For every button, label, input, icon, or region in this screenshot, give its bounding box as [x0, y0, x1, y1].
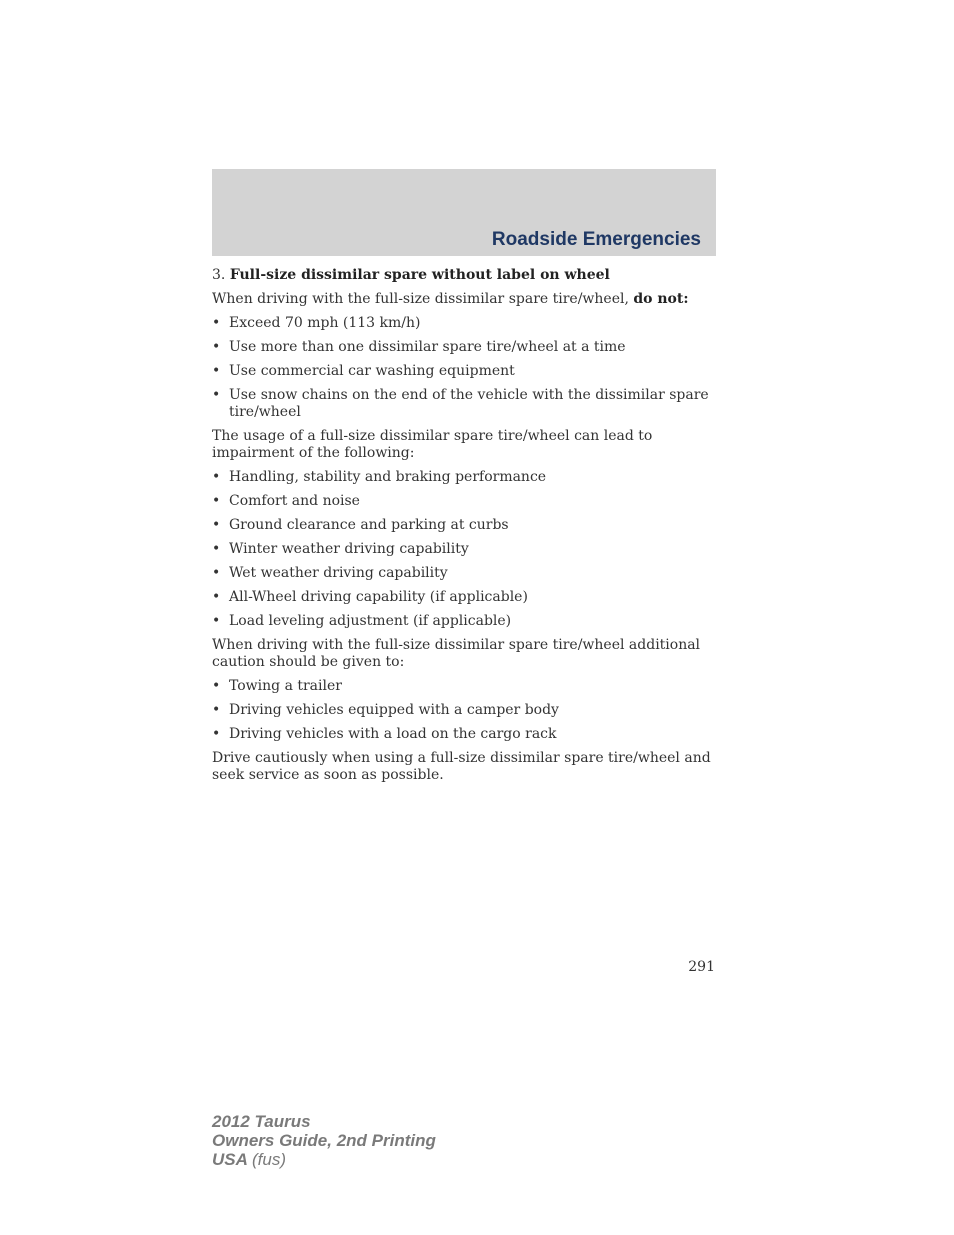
caution-paragraph: When driving with the full-size dissimilar spare tire/wheel additional caution should be given to:	[212, 637, 701, 670]
closing-paragraph: Drive cautiously when using a full-size dissimilar spare tire/wheel and seek service as soon as possible.	[212, 750, 711, 783]
intro-paragraph	[212, 291, 716, 308]
bullet-icon: •	[212, 387, 221, 403]
footer-guide: Owners Guide, 2nd Printing	[212, 1131, 436, 1150]
list-item: • Use commercial car washing equipment	[212, 363, 515, 379]
bullet-icon: •	[212, 493, 221, 509]
list-item: • Use more than one dissimilar spare tire/wheel at a time	[212, 339, 626, 355]
section-title: Roadside Emergencies	[491, 229, 701, 250]
bullet-icon: •	[212, 541, 221, 557]
list-item: • Comfort and noise	[212, 493, 360, 509]
list-item: • Ground clearance and parking at curbs	[212, 517, 509, 533]
bullet-icon: •	[212, 702, 221, 718]
list-item: • Load leveling adjustment (if applicable)	[212, 613, 512, 629]
list-item: • Winter weather driving capability	[212, 541, 469, 557]
subsection-title: Full-size dissimilar spare without label on wheel	[229, 267, 610, 283]
page-content	[212, 267, 716, 791]
list-item: • Towing a trailer	[212, 678, 342, 694]
list-item: • Handling, stability and braking performance	[212, 469, 547, 485]
list-item: • Wet weather driving capability	[212, 565, 448, 581]
section-header-band	[212, 169, 716, 256]
bullet-icon: •	[212, 469, 221, 485]
do-not-list	[212, 315, 716, 421]
bullet-icon: •	[212, 339, 221, 355]
intro-text: When driving with the full-size dissimilar spare tire/wheel,	[212, 291, 629, 307]
bullet-icon: •	[212, 726, 221, 742]
impairment-list	[212, 469, 716, 630]
footer-model: 2012 Taurus	[212, 1112, 311, 1131]
impairment-paragraph: The usage of a full-size dissimilar spare tire/wheel can lead to impairment of the following:	[212, 428, 653, 461]
subsection-number: 3.	[212, 267, 226, 283]
bullet-icon: •	[212, 565, 221, 581]
caution-list	[212, 678, 716, 743]
bullet-icon: •	[212, 613, 221, 629]
bullet-icon: •	[212, 678, 221, 694]
footer-region	[212, 1150, 436, 1169]
intro-bold: do not:	[633, 291, 689, 307]
list-item: • Driving vehicles equipped with a camper body	[212, 702, 559, 718]
list-item: • Use snow chains on the end of the vehicle with the dissimilar spare tire/wheel	[212, 387, 709, 420]
bullet-icon: •	[212, 589, 221, 605]
subsection-heading	[212, 267, 716, 284]
bullet-icon: •	[212, 315, 221, 331]
bullet-icon: •	[212, 363, 221, 379]
page-number: 291	[688, 959, 715, 975]
document-footer	[212, 1112, 436, 1169]
list-item: • Driving vehicles with a load on the cargo rack	[212, 726, 557, 742]
footer-region-code: (fus)	[252, 1150, 286, 1169]
list-item: • All-Wheel driving capability (if applicable)	[212, 589, 528, 605]
footer-region-name: USA	[212, 1150, 248, 1169]
list-item: • Exceed 70 mph (113 km/h)	[212, 315, 421, 331]
bullet-icon: •	[212, 517, 221, 533]
